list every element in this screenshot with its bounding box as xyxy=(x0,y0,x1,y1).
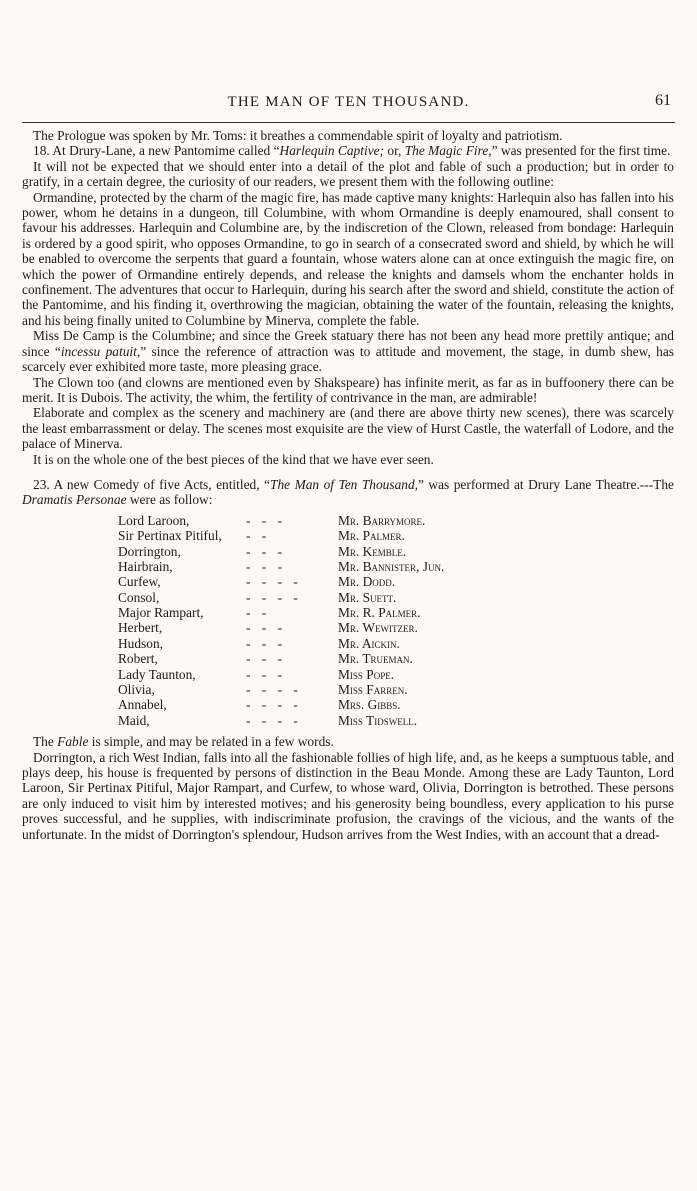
comedy-title: The Man of Ten Thousand, xyxy=(270,476,419,492)
cast-row xyxy=(118,590,578,605)
cast-actor: Miss Tidswell. xyxy=(338,712,418,728)
cast-list xyxy=(118,513,578,728)
cast-actor: Mr. Kemble. xyxy=(338,543,407,559)
cast-row xyxy=(118,620,578,635)
cast-role: Maid, xyxy=(118,712,150,728)
paragraph-de-camp xyxy=(22,328,674,374)
paragraph-scenery: Elaborate and complex as the scenery and machinery are (and there are above thirty new scenes), there was scarcely the least embarrassment or delay. The scenes most exquisite are the view of Hurst Castle, the waterfall of Lodore, and the palace of Minerva. xyxy=(22,405,674,452)
fable-pre: The xyxy=(33,734,58,750)
cast-role: Annabel, xyxy=(118,697,167,713)
cast-role: Dorrington, xyxy=(118,543,181,559)
pantomime-or: or, xyxy=(387,143,405,159)
cast-actor: Miss Pope. xyxy=(338,666,395,682)
cast-actor: Mr. R. Palmer. xyxy=(338,605,421,621)
cast-row xyxy=(118,559,578,574)
pantomime-outro: ” was presented for the first time. xyxy=(491,143,671,159)
cast-dashes: - - xyxy=(246,528,271,544)
cast-dashes: - - - - xyxy=(246,589,302,605)
paragraph-clown: The Clown too (and clowns are mentioned even by Shakspeare) has infinite merit, as far as in buffoonery there can be merit. It is Dubois. The activity, the whim, the fertility of contrivance in the man, are admirable! xyxy=(22,374,674,405)
cast-row xyxy=(118,697,578,712)
cast-row xyxy=(118,636,578,651)
paragraph-prologue: The Prologue was spoken by Mr. Toms: it breathes a commendable spirit of loyalty and patriotism. xyxy=(33,128,563,143)
pantomime-title: Harlequin Captive; xyxy=(279,143,388,159)
dramatis-personae: Dramatis Personae xyxy=(22,492,127,508)
cast-dashes: - - - - xyxy=(246,712,302,728)
cast-role: Herbert, xyxy=(118,620,163,636)
cast-dashes: - - - xyxy=(246,512,287,528)
cast-actor: Mr. Bannister, Jun. xyxy=(338,558,445,574)
fable-post: is simple, and may be related in a few words. xyxy=(88,734,334,750)
cast-row xyxy=(118,513,578,528)
cast-dashes: - - - xyxy=(246,558,287,574)
comedy-pre: 23. A new Comedy of five Acts, entitled, “ xyxy=(33,476,271,492)
cast-dashes: - - xyxy=(246,605,271,621)
page-number: 61 xyxy=(655,92,671,109)
cast-role: Sir Pertinax Pitiful, xyxy=(118,528,222,544)
cast-actor: Mr. Palmer. xyxy=(338,528,405,544)
cast-dashes: - - - - xyxy=(246,697,302,713)
cast-actor: Mrs. Gibbs. xyxy=(338,697,401,713)
cast-actor: Mr. Wewitzer. xyxy=(338,620,418,636)
cast-row xyxy=(118,713,578,728)
paragraph-verdict: It is on the whole one of the best pieces of the kind that we have ever seen. xyxy=(33,451,434,467)
latin-quote: incessu patuit, xyxy=(60,343,141,359)
cast-role: Lord Laroon, xyxy=(118,512,190,528)
comedy-mid: ” was performed at Drury Lane Theatre.---The xyxy=(418,476,674,492)
fable-word: Fable xyxy=(57,734,89,750)
cast-role: Major Rampart, xyxy=(118,605,204,621)
cast-actor: Mr. Suett. xyxy=(338,589,397,605)
cast-role: Olivia, xyxy=(118,682,155,698)
cast-row xyxy=(118,528,578,543)
cast-role: Hairbrain, xyxy=(118,558,173,574)
running-title: THE MAN OF TEN THOUSAND. xyxy=(227,94,470,110)
comedy-post: were as follow: xyxy=(126,492,213,508)
de-camp-post: ” since the reference of attraction was to attitude and movement, the stage, in dumb shew, has scarcely ever exhibited more taste, more pleasing grace. xyxy=(22,343,674,375)
paragraph-plot: Dorrington, a rich West Indian, falls into all the fashionable follies of high life, and, as he keeps a sumptuous table, and plays deep, his house is frequented by persons of distinction in the Beau Monde. Among these are Lady Taunton, Lord Laroon, Sir Pertinax Pitiful, Major Rampart, and Curfew, to whose ward, Olivia, Dorrington is betrothed. These persons are only induced to visit him by interested motives; and his generosity being boundless, every application to his purse proves successful, and he supplies, with indiscriminate profusion, the cravings of the vicious, and the wants of the unfortunate. In the midst of Dorrington's splendour, Hudson arrives from the West Indies, with an account that a dread- xyxy=(22,749,674,842)
cast-role: Consol, xyxy=(118,589,160,605)
pantomime-intro: 18. At Drury-Lane, a new Pantomime called “ xyxy=(33,143,280,159)
cast-actor: Mr. Dodd. xyxy=(338,574,396,590)
cast-actor: Mr. Barrymore. xyxy=(338,512,426,528)
paragraph-comedy xyxy=(22,477,674,508)
cast-actor: Mr. Aickin. xyxy=(338,635,400,651)
paragraph-pantomime xyxy=(22,143,674,158)
cast-dashes: - - - xyxy=(246,620,287,636)
cast-dashes: - - - xyxy=(246,635,287,651)
cast-role: Lady Taunton, xyxy=(118,666,196,682)
header-rule xyxy=(22,122,675,123)
cast-row xyxy=(118,667,578,682)
cast-role: Curfew, xyxy=(118,574,161,590)
running-header xyxy=(22,92,675,116)
de-camp-pre: Miss De Camp is the Columbine; and since the Greek statuary there has not been any head more prettily antique; and since “ xyxy=(22,328,674,359)
cast-row xyxy=(118,544,578,559)
cast-actor: Miss Farren. xyxy=(338,682,408,698)
cast-actor: Mr. Trueman. xyxy=(338,651,413,667)
cast-row xyxy=(118,605,578,620)
cast-row xyxy=(118,682,578,697)
cast-dashes: - - - xyxy=(246,666,287,682)
cast-role: Robert, xyxy=(118,651,158,667)
pantomime-subtitle: The Magic Fire, xyxy=(404,143,492,159)
cast-dashes: - - - xyxy=(246,543,287,559)
cast-dashes: - - - xyxy=(246,651,287,667)
cast-role: Hudson, xyxy=(118,635,164,651)
paragraph-fable xyxy=(22,734,674,749)
cast-dashes: - - - - xyxy=(246,574,302,590)
cast-row xyxy=(118,574,578,589)
paragraph-outline: Ormandine, protected by the charm of the magic fire, has made captive many knights: Harlequin also has fallen into his power, whom he detains in a dungeon, till Columbine, with whom Ormandine is deeply enamoured, shall consent to favour his addresses. Harlequin and Columbine are, by the indiscretion of the Clown, released from bondage: Harlequin is ordered by a good spirit, who opposes Ormandine, to go in search of a consecrated sword and shield, by which he will be enabled to overcome the serpents that guard a fountain, whose waters alone can at once extinguish the magic fire, on which the power of Ormandine entirely depends, and release the knights and damsels whom the enchanter holds in confinement. The adventures that occur to Harlequin, during his search after the sword and shield, constitute the action of the Pantomime, and his finding it, overthrowing the magician, obtaining the water of the fountain, releasing the knights, and his being finally united to Columbine by Minerva, complete the fable. xyxy=(22,189,674,328)
cast-row xyxy=(118,651,578,666)
cast-dashes: - - - - xyxy=(246,682,302,698)
paragraph-outline-intro: It will not be expected that we should enter into a detail of the plot and fable of such a production; but in order to gratify, in a certain degree, the curiosity of our readers, we present them with the following outline: xyxy=(22,158,674,190)
text-column xyxy=(22,128,674,842)
